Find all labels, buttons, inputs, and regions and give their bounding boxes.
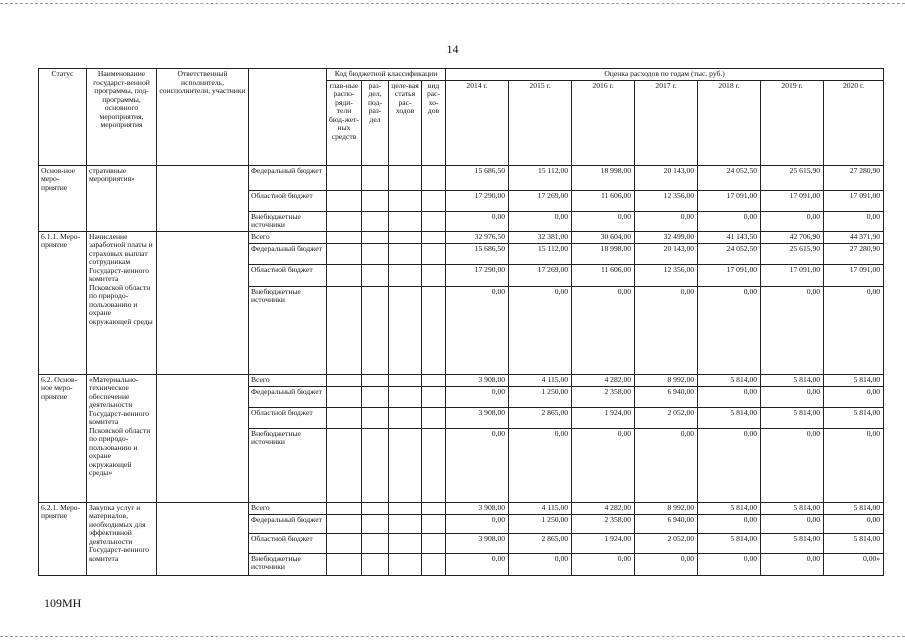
cell-code [422,407,446,428]
cell-source: Внебюджетные источники [249,428,327,502]
cell-code [389,190,422,211]
cell-value: 32 976,50 [446,231,509,243]
cell-code [362,264,389,286]
cell-code [389,286,422,374]
cell-value: 0,00 [761,286,824,374]
cell-value: 6 940,00 [635,514,698,533]
header-name: Наименование государст-венной программы, под-программы, основного мероприятия, мероприятия [87,69,157,166]
table-row [39,502,884,514]
header-estimate: Оценка расходов по годам (тыс. руб.) [446,69,884,81]
cell-value: 12 356,00 [635,264,698,286]
cell-value: 6 940,00 [635,386,698,407]
header-year: 2018 г. [698,80,761,165]
cell-value: 20 143,00 [635,243,698,264]
cell-code [422,374,446,386]
cell-code [389,514,422,533]
cell-value: 17 091,00 [698,264,761,286]
cell-value: 17 091,00 [824,190,884,211]
cell-value: 5 814,00 [698,533,761,553]
cell-value: 0,00» [824,553,884,575]
scan-bottom-edge [0,636,905,638]
cell-code [327,386,362,407]
scan-top-edge [0,3,905,5]
cell-value: 0,00 [824,211,884,231]
cell-value: 0,00 [635,553,698,575]
cell-code [422,165,446,190]
cell-value: 5 814,00 [698,502,761,514]
header-year: 2015 г. [509,80,572,165]
cell-code [422,190,446,211]
cell-value: 2 865,00 [509,407,572,428]
cell-value: 2 358,00 [572,514,635,533]
cell-value: 3 908,00 [446,407,509,428]
cell-value: 0,00 [446,286,509,374]
cell-code [362,211,389,231]
cell-value: 1 924,00 [572,407,635,428]
cell-code [422,264,446,286]
cell-value: 0,00 [761,428,824,502]
cell-value: 0,00 [509,428,572,502]
cell-code [327,428,362,502]
cell-name: стративные мероприятия» [87,165,157,231]
footer-code: 109МН [44,596,82,610]
cell-code [362,514,389,533]
page-number: 14 [446,42,459,56]
cell-source: Областной бюджет [249,533,327,553]
cell-value: 11 606,00 [572,190,635,211]
cell-code [362,553,389,575]
cell-code [422,514,446,533]
cell-code [327,553,362,575]
header-code-target: целе-вая статья рас-ходов [389,80,422,165]
cell-value: 0,00 [698,286,761,374]
header-responsible: Ответственный исполнитель, соисполнители, участники [157,69,249,166]
cell-status: 6.2. Основ-ное меро-приятие [39,374,87,502]
cell-value: 17 290,00 [446,190,509,211]
header-status: Статус [39,69,87,166]
cell-value: 4 282,00 [572,374,635,386]
cell-value: 30 604,00 [572,231,635,243]
cell-value: 24 052,50 [698,165,761,190]
cell-code [362,407,389,428]
cell-value: 12 356,00 [635,190,698,211]
cell-value: 32 499,00 [635,231,698,243]
cell-source: Внебюджетные источники [249,286,327,374]
cell-source: Всего [249,231,327,243]
cell-source: Федеральный бюджет [249,514,327,533]
cell-value: 8 992,00 [635,502,698,514]
cell-code [362,165,389,190]
cell-value: 5 814,00 [761,407,824,428]
cell-value: 15 686,50 [446,243,509,264]
cell-code [362,374,389,386]
cell-value: 4 282,00 [572,502,635,514]
cell-responsible [157,231,249,374]
cell-value: 1 250,00 [509,514,572,533]
cell-value: 42 706,90 [761,231,824,243]
cell-code [362,243,389,264]
cell-value: 27 280,90 [824,243,884,264]
cell-code [327,165,362,190]
cell-value: 17 269,00 [509,190,572,211]
header-budget-code: Код бюджетной классификации [327,69,446,81]
cell-code [389,502,422,514]
cell-responsible [157,374,249,502]
header-year: 2017 г. [635,80,698,165]
cell-source: Федеральный бюджет [249,386,327,407]
cell-code [389,211,422,231]
cell-value: 0,00 [824,386,884,407]
header-code-section: раз-дел, под-раз-дел [362,80,389,165]
cell-value: 5 814,00 [698,407,761,428]
cell-value: 5 814,00 [824,502,884,514]
cell-code [422,502,446,514]
cell-responsible [157,165,249,231]
cell-code [422,533,446,553]
header-source [249,69,327,166]
cell-code [327,211,362,231]
cell-code [362,428,389,502]
cell-code [327,190,362,211]
header-year: 2016 г. [572,80,635,165]
cell-value: 2 052,00 [635,407,698,428]
cell-value: 11 606,00 [572,264,635,286]
cell-value: 0,00 [446,211,509,231]
cell-value: 0,00 [698,428,761,502]
table-row [39,231,884,243]
cell-value: 2 358,00 [572,386,635,407]
cell-code [362,231,389,243]
cell-code [389,231,422,243]
cell-name: Начисление заработной платы и страховых выплат сотрудникам Государст-венного комитета Псковской области по природо-пользованию и охране окружающей среды [87,231,157,374]
cell-name: Закупка услуг и материалов, необходимых для эффективной деятельности Государст-венного комитета [87,502,157,575]
cell-value: 0,00 [572,553,635,575]
cell-value: 8 992,00 [635,374,698,386]
cell-code [327,502,362,514]
cell-value: 0,00 [698,386,761,407]
cell-value: 4 115,00 [509,502,572,514]
header-year: 2014 г. [446,80,509,165]
cell-value: 17 269,00 [509,264,572,286]
cell-value: 5 814,00 [824,374,884,386]
cell-value: 17 091,00 [761,190,824,211]
cell-value: 0,00 [446,553,509,575]
cell-code [422,553,446,575]
cell-value: 15 112,00 [509,243,572,264]
cell-value: 0,00 [698,514,761,533]
cell-value: 0,00 [761,514,824,533]
cell-value: 17 290,00 [446,264,509,286]
cell-code [362,286,389,374]
cell-value: 18 998,00 [572,243,635,264]
table-row [39,165,884,190]
cell-value: 0,00 [761,386,824,407]
cell-code [389,374,422,386]
cell-code [327,407,362,428]
cell-value: 3 908,00 [446,374,509,386]
header-code-grbs: глав-ные распо-ряди-тели бюд-жет-ных средств [327,80,362,165]
cell-code [327,533,362,553]
cell-source: Федеральный бюджет [249,165,327,190]
cell-value: 0,00 [698,553,761,575]
cell-code [327,243,362,264]
cell-value: 25 615,90 [761,243,824,264]
cell-value: 0,00 [572,428,635,502]
cell-code [422,386,446,407]
cell-source: Федеральный бюджет [249,243,327,264]
header-code-type: вид рас-хо-дов [422,80,446,165]
cell-code [327,264,362,286]
cell-value: 0,00 [509,286,572,374]
cell-value: 0,00 [572,286,635,374]
cell-value: 41 143,50 [698,231,761,243]
cell-value: 5 814,00 [761,374,824,386]
cell-value: 0,00 [446,428,509,502]
cell-value: 0,00 [509,553,572,575]
cell-code [422,428,446,502]
cell-value: 0,00 [824,286,884,374]
cell-value: 5 814,00 [824,407,884,428]
cell-name: «Материально-техническое обеспечение деятельности Государст-венного комитета Псковской области по природо-пользованию и охране окружающей среды» [87,374,157,502]
cell-source: Областной бюджет [249,407,327,428]
cell-value: 0,00 [635,286,698,374]
cell-status: Основ-ное меро-приятие [39,165,87,231]
cell-value: 0,00 [824,514,884,533]
cell-value: 3 908,00 [446,502,509,514]
cell-value: 4 115,00 [509,374,572,386]
cell-value: 1 924,00 [572,533,635,553]
cell-value: 5 814,00 [761,502,824,514]
header-year: 2020 г. [824,80,884,165]
cell-value: 0,00 [761,553,824,575]
cell-code [389,243,422,264]
cell-value: 18 998,00 [572,165,635,190]
cell-value: 24 052,50 [698,243,761,264]
cell-value: 20 143,00 [635,165,698,190]
cell-value: 44 371,90 [824,231,884,243]
cell-code [422,286,446,374]
cell-source: Всего [249,374,327,386]
cell-status: 6.2.1. Меро-приятие [39,502,87,575]
cell-code [422,211,446,231]
cell-source: Всего [249,502,327,514]
cell-code [389,428,422,502]
cell-code [362,386,389,407]
cell-code [389,386,422,407]
cell-code [422,243,446,264]
cell-code [327,286,362,374]
cell-value: 5 814,00 [698,374,761,386]
cell-source: Областной бюджет [249,264,327,286]
cell-value: 0,00 [635,428,698,502]
cell-value: 32 381,00 [509,231,572,243]
cell-code [362,190,389,211]
cell-value: 17 091,00 [761,264,824,286]
cell-code [327,514,362,533]
cell-code [389,264,422,286]
cell-value: 25 615,90 [761,165,824,190]
cell-value: 1 250,00 [509,386,572,407]
cell-value: 0,00 [635,211,698,231]
cell-source: Областной бюджет [249,190,327,211]
cell-source: Внебюджетные источники [249,211,327,231]
cell-value: 0,00 [698,211,761,231]
cell-value: 3 908,00 [446,533,509,553]
cell-value: 15 686,50 [446,165,509,190]
cell-value: 0,00 [824,428,884,502]
cell-code [362,533,389,553]
cell-value: 27 280,90 [824,165,884,190]
header-year: 2019 г. [761,80,824,165]
cell-code [327,231,362,243]
cell-code [389,407,422,428]
cell-value: 5 814,00 [761,533,824,553]
cell-value: 5 814,00 [824,533,884,553]
table-row [39,374,884,386]
cell-responsible [157,502,249,575]
cell-value: 15 112,00 [509,165,572,190]
cell-code [389,533,422,553]
cell-code [422,231,446,243]
cell-value: 2 052,00 [635,533,698,553]
cell-value: 17 091,00 [824,264,884,286]
cell-code [389,165,422,190]
cell-value: 0,00 [761,211,824,231]
budget-table [38,68,884,576]
cell-value: 0,00 [572,211,635,231]
cell-source: Внебюджетные источники [249,553,327,575]
cell-value: 0,00 [446,514,509,533]
table-body [39,165,884,575]
cell-value: 0,00 [446,386,509,407]
cell-code [362,502,389,514]
cell-value: 0,00 [509,211,572,231]
cell-code [327,374,362,386]
cell-status: 6.1.1. Меро-приятие [39,231,87,374]
cell-value: 17 091,00 [698,190,761,211]
cell-code [389,553,422,575]
cell-value: 2 865,00 [509,533,572,553]
